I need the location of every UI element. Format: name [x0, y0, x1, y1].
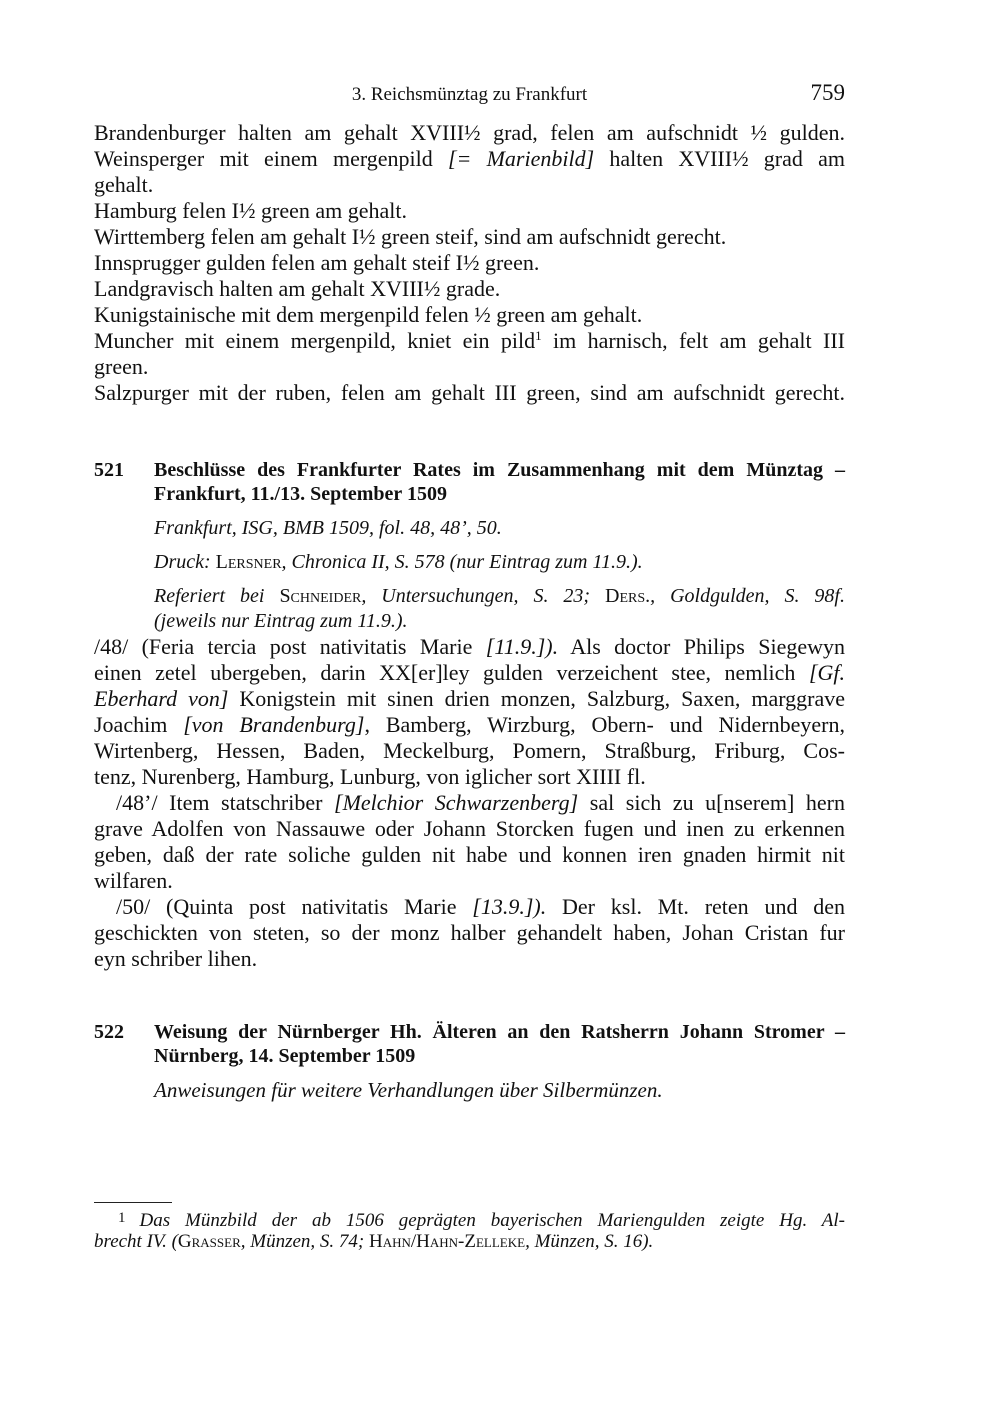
footnote-reference[interactable]: 1	[535, 328, 542, 343]
list-line: Salzpurger mit der ruben, felen am gehalt III green, sind am aufschnidt gerecht.	[94, 380, 845, 405]
document-regest: Anweisungen für weitere Verhandlungen über Silbermünzen.	[154, 1078, 663, 1102]
running-head	[94, 80, 845, 110]
document-number: 521	[94, 459, 124, 481]
document-number: 522	[94, 1021, 124, 1043]
document-heading	[94, 458, 845, 506]
print-reference: Druck: Lersner, Chronica II, S. 578 (nur Eintrag zum 11.9.).	[154, 551, 643, 573]
document-title: Beschlüsse des Frankfurter Rates im Zusammenhang mit dem Münztag – Frankfurt, 11./13. September 1509	[154, 459, 845, 505]
list-line: Muncher mit einem mergenpild, kniet ein pild$^1$ im harnisch, felt am gehalt III	[94, 328, 845, 353]
list-line: gehalt.	[94, 172, 154, 197]
document-entry-522	[94, 1020, 845, 1103]
page-number: 759	[810, 80, 845, 105]
list-line: Kunigstainische mit dem mergenpild felen ½ green am gehalt.	[94, 302, 643, 327]
archive-source: Frankfurt, ISG, BMB 1509, fol. 48, 48’, 50.	[154, 517, 502, 539]
list-line: Wirttemberg felen am gehalt I½ green steif, sind am aufschnidt gerecht.	[94, 224, 727, 249]
paragraph-48: /48/ (Feria tercia post nativitatis Marie [11.9.]). Als doctor Philips Siegewyn einen zetel ubergeben, darin XX[er]ley gulden verzeichent stee, nemlich [Gf. Eberhard von] Konigstein mit sinen drien monzen, Salzburg, Saxen, marggrave Joachim [von Brandenburg], Bamberg, Wirzburg, Obern- und Nidernbeyern, Wirtenberg, Hessen, Baden, Meckelburg, Pomern, Straßburg, Friburg, Cos- tenz, Nurenberg, Hamburg, Lunburg, von iglicher sort XIIII fl.	[94, 634, 845, 789]
list-line: Innsprugger gulden felen am gehalt steif I½ green.	[94, 250, 540, 275]
document-entry-521	[94, 458, 845, 634]
literature-reference: Referiert bei Schneider, Untersuchungen, S. 23; Ders., Goldgulden, S. 98f. (jeweils nur Eintrag zum 11.9.).	[154, 585, 845, 632]
document-title: Weisung der Nürnberger Hh. Älteren an den Ratsherrn Johann Stromer – Nürnberg, 14. September 1509	[154, 1021, 845, 1067]
footnote-number: 1	[118, 1210, 126, 1226]
list-line: Brandenburger halten am gehalt XVIII½ grad, felen am aufschnidt ½ gulden.	[94, 120, 845, 145]
document-521-body	[94, 634, 845, 972]
footnote-1: $^1$ Das Münzbild der ab 1506 geprägten bayerischen Mariengulden zeigte Hg. Al- brecht IV. (Grasser, Münzen, S. 74; Hahn/Hahn-Zelleke, Münzen, S. 16).	[94, 1210, 845, 1252]
list-line: green.	[94, 354, 149, 379]
running-title: 3. Reichsmünztag zu Frankfurt	[351, 84, 588, 105]
list-line: Landgravisch halten am gehalt XVIII½ grade.	[94, 276, 501, 301]
coin-list-section	[94, 120, 845, 406]
list-line: Weinsperger mit einem mergenpild [= Marienbild] halten XVIII½ grad am	[94, 146, 845, 171]
paragraph-48-verso: /48’/ Item statschriber [Melchior Schwarzenberg] sal sich zu u[nserem] hern grave Adolfen von Nassauwe oder Johann Storcken fugen und inen zu erkennen geben, daß der rate soliche gulden nit habe und konnen iren gnaden hirmit nit wilfaren.	[94, 790, 845, 893]
document-heading	[94, 1020, 845, 1068]
footnote-divider	[94, 1202, 172, 1203]
paragraph-50: /50/ (Quinta post nativitatis Marie [13.9.]). Der ksl. Mt. reten und den geschickten von steten, so der monz halber gehandelt haben, Johan Cristan fur eyn schriber lihen.	[94, 894, 845, 971]
list-line: Hamburg felen I½ green am gehalt.	[94, 198, 407, 223]
